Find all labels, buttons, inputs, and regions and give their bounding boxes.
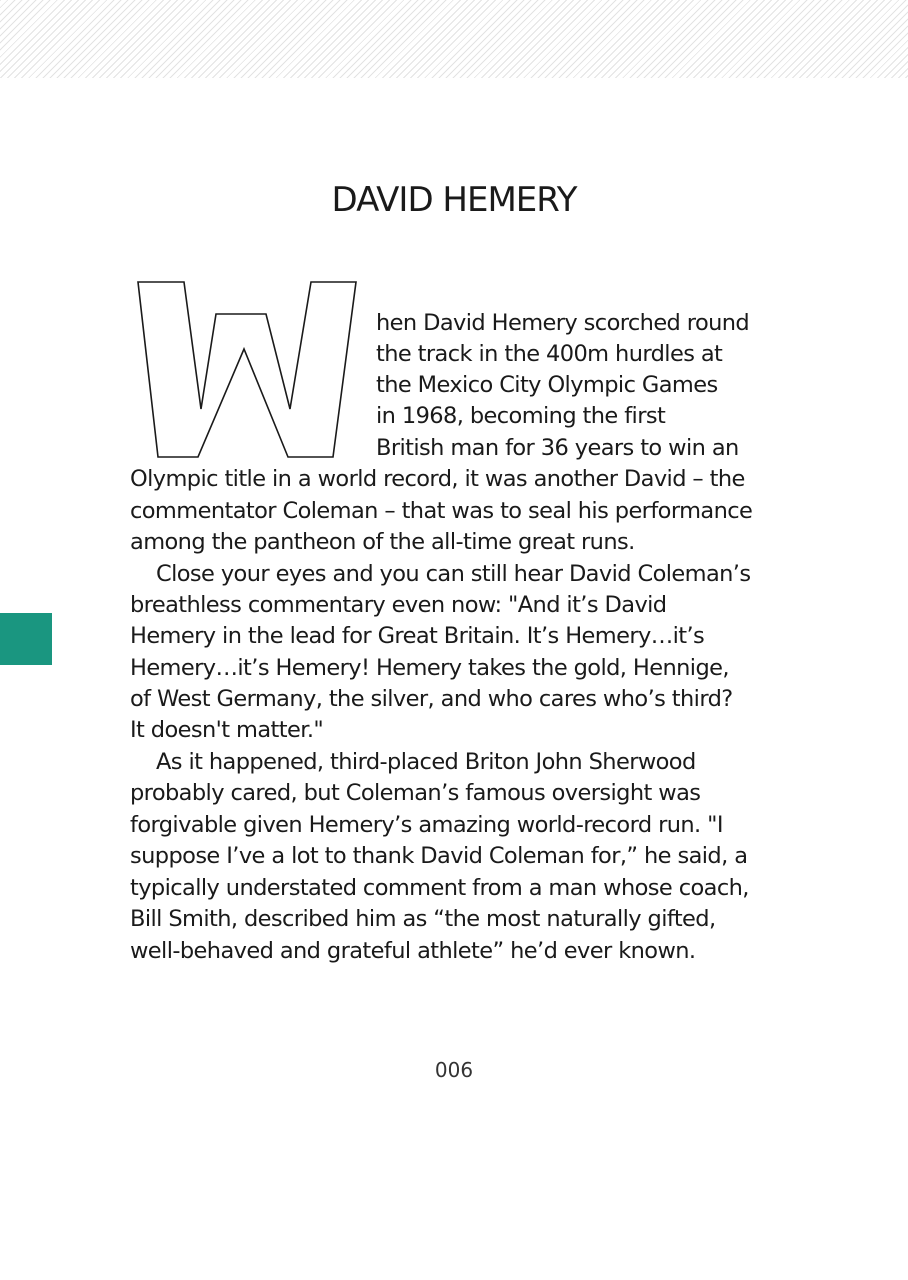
body-line: among the pantheon of the all-time great runs. [130, 529, 635, 555]
body-line: typically understated comment from a man whose coach, [130, 875, 749, 901]
body-line: in 1968, becoming the first [376, 403, 666, 429]
drop-cap-text: W [134, 279, 135, 280]
body-line: Olympic title in a world record, it was another David – the [130, 466, 745, 492]
body-line: suppose I’ve a lot to thank David Coleman for,” he said, a [130, 843, 748, 869]
body-line: of West Germany, the silver, and who cares who’s third? [130, 686, 733, 712]
body-line: It doesn't matter." [130, 717, 324, 743]
body-line: hen David Hemery scorched round [376, 310, 750, 336]
body-line: probably cared, but Coleman’s famous oversight was [130, 780, 701, 806]
body-line: the Mexico City Olympic Games [376, 372, 718, 398]
body-line: Hemery…it’s Hemery! Hemery takes the gold, Hennige, [130, 655, 729, 681]
body-line: Hemery in the lead for Great Britain. It’s Hemery…it’s [130, 623, 705, 649]
body-line: As it happened, third-placed Briton John Sherwood [156, 749, 696, 775]
body-line: Bill Smith, described him as “the most naturally gifted, [130, 906, 716, 932]
page-number: 006 [434, 1058, 474, 1082]
body-line: well-behaved and grateful athlete” he’d ever known. [130, 938, 696, 964]
page-title: DAVID HEMERY [331, 180, 577, 220]
body-line: breathless commentary even now: "And it’s David [130, 592, 667, 618]
body-line: commentator Coleman – that was to seal his performance [130, 498, 753, 524]
body-line: British man for 36 years to win an [376, 435, 739, 461]
chapter-tab-marker [0, 613, 52, 665]
body-line: the track in the 400m hurdles at [376, 341, 723, 367]
body-line: forgivable given Hemery’s amazing world-record run. "I [130, 812, 723, 838]
drop-cap-letter-w [134, 279, 360, 461]
body-line: Close your eyes and you can still hear David Coleman’s [156, 561, 751, 587]
decorative-header-band [0, 0, 908, 78]
